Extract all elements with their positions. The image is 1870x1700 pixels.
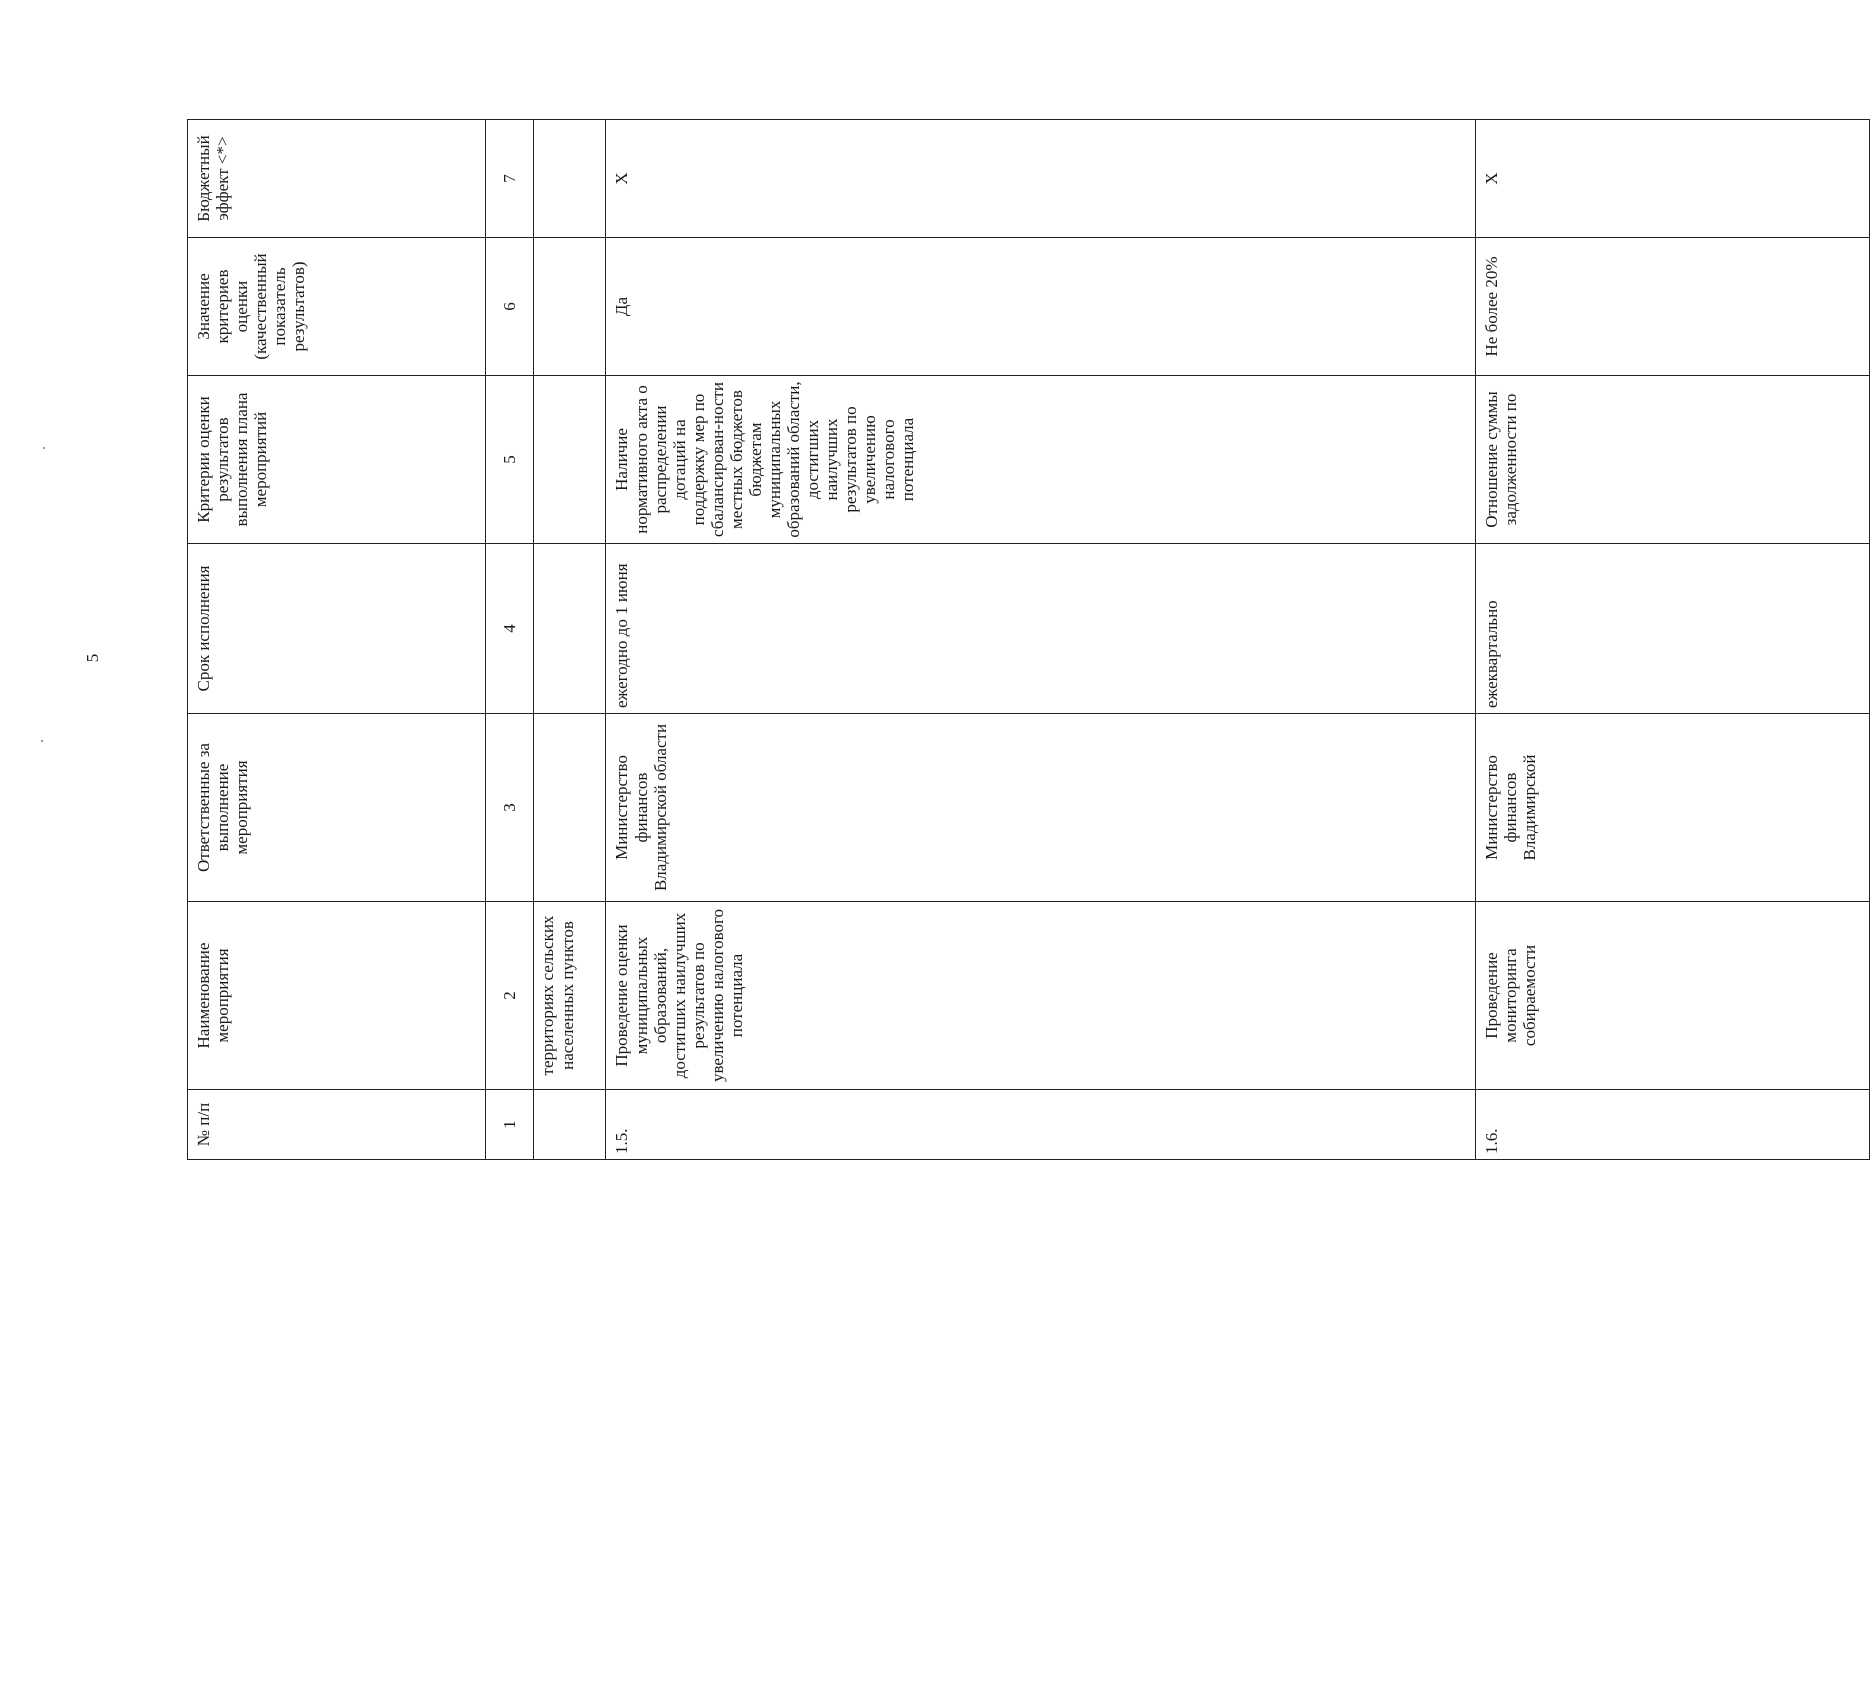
row-1-5-num: 1.5. xyxy=(606,1090,1475,1160)
continuation-empty-cell xyxy=(534,376,606,544)
row-1-5-responsible: Министерство финансов Владимирской области xyxy=(606,714,1475,902)
continuation-row xyxy=(534,120,606,1160)
continuation-num-cell xyxy=(534,1090,606,1160)
continuation-empty-cell xyxy=(534,238,606,376)
row-1-5-criteria: Наличие нормативного акта о распределении дотаций на поддержку мер по сбалансирован-ности местных бюджетов бюджетам муниципальных образований области, достигших наилучших результатов по увеличению налогового потенциала xyxy=(606,376,1475,544)
column-number: 6 xyxy=(486,238,534,376)
column-number: 3 xyxy=(486,714,534,902)
row-1-5-deadline: ежегодно до 1 июня xyxy=(606,544,1475,714)
rotated-document-page xyxy=(83,120,1539,1160)
column-number: 1 xyxy=(486,1090,534,1160)
column-number: 4 xyxy=(486,544,534,714)
header-effect: Бюджетный эффект <*> xyxy=(188,120,486,238)
action-plan-table xyxy=(187,119,1870,1160)
header-name: Наименование мероприятия xyxy=(188,902,486,1090)
row-1-6-name: Проведение мониторинга собираемости xyxy=(1475,902,1869,1090)
header-criteria: Критерии оценки результатов выполнения плана мероприятий xyxy=(188,376,486,544)
table-row xyxy=(606,120,1475,1160)
table-header-row xyxy=(188,120,486,1160)
row-1-6-deadline: ежеквартально xyxy=(1475,544,1869,714)
row-1-5-effect: Х xyxy=(606,120,1475,238)
header-deadline: Срок исполнения xyxy=(188,544,486,714)
continuation-name: территориях сельских населенных пунктов xyxy=(534,902,606,1090)
table-row xyxy=(1475,120,1869,1160)
row-1-5-name: Проведение оценки муниципальных образований, достигших наилучших результатов по увеличению налогового потенциала xyxy=(606,902,1475,1090)
column-number: 5 xyxy=(486,376,534,544)
header-num: № п/п xyxy=(188,1090,486,1160)
scan-speck xyxy=(43,447,45,449)
row-1-6-responsible: Министерство финансов Владимирской xyxy=(1475,714,1869,902)
column-number-row xyxy=(486,120,534,1160)
scan-speck xyxy=(41,740,43,742)
row-1-6-effect: Х xyxy=(1475,120,1869,238)
column-number: 7 xyxy=(486,120,534,238)
continuation-empty-cell xyxy=(534,714,606,902)
column-number: 2 xyxy=(486,902,534,1090)
row-1-5-value: Да xyxy=(606,238,1475,376)
row-1-6-value: Не более 20% xyxy=(1475,238,1869,376)
row-1-6-criteria: Отношение суммы задолженности по xyxy=(1475,376,1869,544)
continuation-empty-cell xyxy=(534,544,606,714)
continuation-empty-cell xyxy=(534,120,606,238)
header-value: Значение критериев оценки (качественный показатель результатов) xyxy=(188,238,486,376)
header-responsible: Ответственные за выполнение мероприятия xyxy=(188,714,486,902)
row-1-6-num: 1.6. xyxy=(1475,1090,1869,1160)
page-number: 5 xyxy=(83,653,102,663)
